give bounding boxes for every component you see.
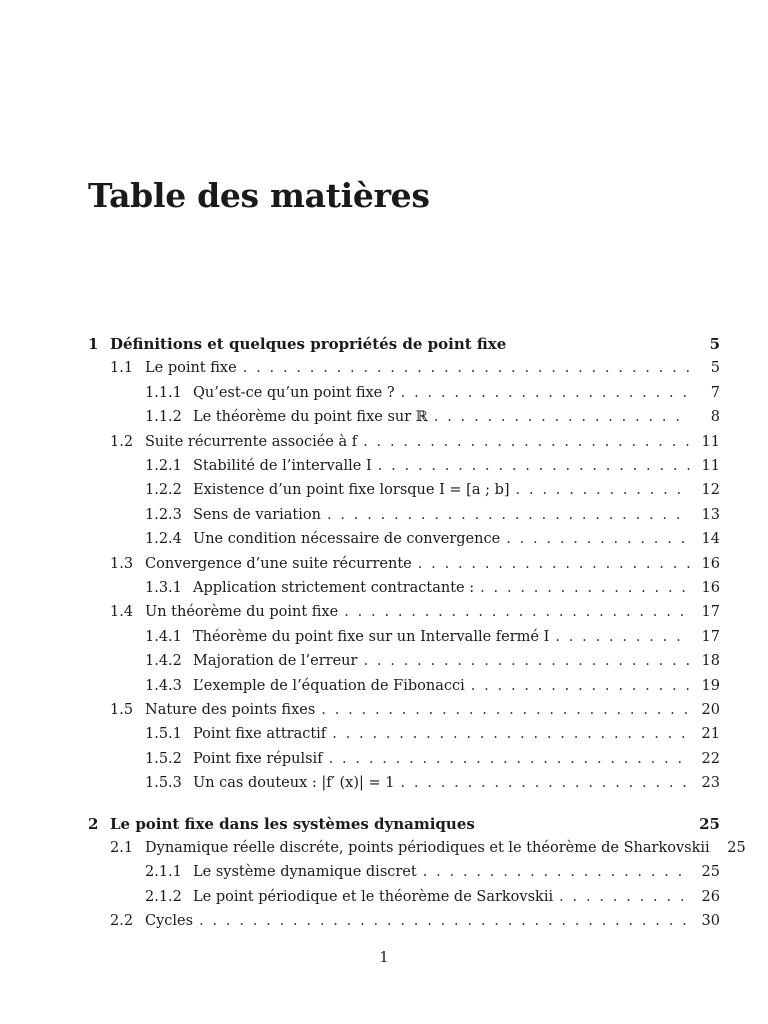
toc-entry-title: Existence d’un point fixe lorsque I = [a ; b] bbox=[193, 482, 510, 499]
toc-entry-title: Point fixe attractif bbox=[193, 726, 327, 743]
toc-entry-page: 13 bbox=[701, 506, 720, 523]
toc-entry-page: 7 bbox=[710, 384, 720, 401]
toc-entry-page: 5 bbox=[710, 360, 720, 377]
toc-entry-number: 1 bbox=[88, 335, 99, 353]
toc-entry-title: Suite récurrente associée à f bbox=[145, 433, 358, 450]
toc-entry-title: Sens de variation bbox=[193, 506, 321, 523]
toc-entry-title: Majoration de l’erreur bbox=[193, 653, 358, 670]
toc-dot-leader bbox=[401, 773, 691, 793]
toc-chapter[interactable] bbox=[88, 334, 720, 354]
toc-entry-number: 1.1 bbox=[110, 360, 134, 377]
toc-dot-leader bbox=[418, 554, 690, 574]
toc-subsection[interactable] bbox=[145, 456, 720, 476]
toc-entry-title: Qu’est-ce qu’un point fixe ? bbox=[193, 384, 395, 401]
toc-entry-page: 25 bbox=[727, 840, 746, 856]
toc-entry-page: 17 bbox=[701, 628, 720, 645]
toc-section[interactable] bbox=[110, 554, 720, 574]
toc-entry-number: 1.5 bbox=[110, 702, 134, 718]
toc-entry-title: Le théorème du point fixe sur ℝ bbox=[193, 409, 428, 426]
toc-entry-page: 12 bbox=[701, 482, 720, 499]
toc-entry-number: 1.2.4 bbox=[145, 531, 182, 548]
toc-entry-title: Théorème du point fixe sur un Intervalle fermé I bbox=[193, 628, 550, 645]
toc-dot-leader bbox=[199, 911, 690, 931]
toc-entry-number: 2.2 bbox=[110, 913, 134, 930]
toc-entry-page: 21 bbox=[701, 726, 720, 743]
toc-entry-page: 25 bbox=[701, 864, 720, 881]
toc-entry-title: Cycles bbox=[145, 913, 194, 930]
toc-entry-page: 17 bbox=[701, 604, 720, 621]
toc-dot-leader bbox=[506, 529, 690, 549]
toc-dot-leader bbox=[559, 887, 690, 907]
toc-entry-page: 22 bbox=[701, 750, 720, 767]
toc-subsection[interactable] bbox=[145, 651, 720, 671]
toc-subsection[interactable] bbox=[145, 578, 720, 598]
toc-entry-number: 1.2.3 bbox=[145, 506, 182, 523]
toc-entry-number: 2.1.1 bbox=[145, 864, 182, 881]
toc-entry-title: Nature des points fixes bbox=[145, 702, 316, 718]
toc-dot-leader bbox=[327, 505, 690, 525]
toc-entry-title: Convergence d’une suite récurrente bbox=[145, 555, 412, 572]
toc-dot-leader bbox=[555, 627, 690, 647]
toc-entry-number: 1.4 bbox=[110, 604, 134, 621]
toc-subsection[interactable] bbox=[145, 627, 720, 647]
toc-entry-title: Un cas douteux : |f′ (x)| = 1 bbox=[193, 775, 395, 792]
toc-subsection[interactable] bbox=[145, 480, 720, 500]
toc-dot-leader bbox=[471, 676, 690, 696]
toc-entry-page: 23 bbox=[701, 775, 720, 792]
toc-dot-leader bbox=[434, 407, 690, 427]
toc-entry-title: Point fixe répulsif bbox=[193, 750, 323, 767]
toc-subsection[interactable] bbox=[145, 887, 720, 907]
toc-section[interactable] bbox=[110, 838, 746, 858]
toc-entry-number: 1.1.2 bbox=[145, 409, 182, 426]
toc-entry-number: 1.5.3 bbox=[145, 775, 182, 792]
toc-dot-leader bbox=[329, 749, 690, 769]
toc-entry-page: 25 bbox=[699, 814, 720, 833]
toc-entry-page: 19 bbox=[701, 677, 720, 694]
footer-page-number: 1 bbox=[379, 950, 389, 966]
toc-dot-leader bbox=[321, 700, 690, 720]
toc-entry-number: 1.2 bbox=[110, 433, 134, 450]
toc-entry-title: Définitions et quelques propriétés de point fixe bbox=[110, 335, 507, 353]
toc-entry-number: 2 bbox=[88, 814, 99, 833]
toc-entry-number: 1.5.2 bbox=[145, 750, 182, 767]
toc-subsection[interactable] bbox=[145, 407, 720, 427]
toc-entry-page: 11 bbox=[701, 433, 720, 450]
toc-entry-number: 1.2.1 bbox=[145, 458, 182, 474]
toc-subsection[interactable] bbox=[145, 749, 720, 769]
toc-entry-page: 26 bbox=[701, 888, 720, 905]
toc-subsection[interactable] bbox=[145, 505, 720, 525]
toc-entry-title: Un théorème du point fixe bbox=[145, 604, 339, 621]
toc-subsection[interactable] bbox=[145, 676, 720, 696]
page-title: Table des matières bbox=[88, 176, 430, 215]
toc-dot-leader bbox=[516, 480, 690, 500]
toc-entry-page: 20 bbox=[701, 702, 720, 718]
toc-entry-title: Dynamique réelle discréte, points périodiques et le théorème de Sharkovskii bbox=[145, 840, 710, 856]
toc-entry-page: 16 bbox=[701, 555, 720, 572]
toc-dot-leader bbox=[363, 432, 690, 452]
toc-subsection[interactable] bbox=[145, 773, 720, 793]
toc-entry-title: L’exemple de l’équation de Fibonacci bbox=[193, 677, 465, 694]
toc-entry-title: Le point fixe dans les systèmes dynamiques bbox=[110, 814, 475, 833]
toc-subsection[interactable] bbox=[145, 862, 720, 882]
toc-dot-leader bbox=[401, 383, 690, 403]
toc-section[interactable] bbox=[110, 911, 720, 931]
toc-entry-number: 1.4.2 bbox=[145, 653, 182, 670]
toc-subsection[interactable] bbox=[145, 529, 720, 549]
toc-section[interactable] bbox=[110, 358, 720, 378]
toc-dot-leader bbox=[423, 862, 690, 882]
toc-dot-leader bbox=[332, 724, 690, 744]
toc-dot-leader bbox=[378, 456, 690, 476]
toc-entry-number: 1.4.3 bbox=[145, 677, 182, 694]
toc-entry-title: Le système dynamique discret bbox=[193, 864, 417, 881]
toc-entry-page: 14 bbox=[701, 531, 720, 548]
toc-dot-leader bbox=[480, 578, 690, 598]
toc-entry-number: 2.1 bbox=[110, 840, 134, 856]
toc-entry-number: 1.2.2 bbox=[145, 482, 182, 499]
toc-entry-page: 5 bbox=[709, 335, 720, 353]
toc-entry-title: Le point fixe bbox=[145, 360, 237, 377]
toc-entry-number: 2.1.2 bbox=[145, 888, 182, 905]
toc-dot-leader bbox=[363, 651, 690, 671]
toc-entry-title: Le point périodique et le théorème de Sarkovskii bbox=[193, 888, 554, 905]
toc-entry-number: 1.4.1 bbox=[145, 628, 182, 645]
toc-entry-number: 1.1.1 bbox=[145, 384, 182, 401]
toc-entry-title: Application strictement contractante : bbox=[193, 580, 475, 596]
toc-entry-title: Stabilité de l’intervalle I bbox=[193, 458, 372, 474]
toc-entry-page: 11 bbox=[701, 458, 720, 474]
toc-entry-number: 1.5.1 bbox=[145, 726, 182, 743]
toc-entry-number: 1.3.1 bbox=[145, 580, 182, 596]
toc-section[interactable] bbox=[110, 602, 720, 622]
toc-entry-page: 8 bbox=[710, 409, 720, 426]
toc-subsection[interactable] bbox=[145, 724, 720, 744]
toc-entry-title: Une condition nécessaire de convergence bbox=[193, 531, 501, 548]
toc-entry-number: 1.3 bbox=[110, 555, 134, 572]
toc-section[interactable] bbox=[110, 432, 720, 452]
toc-entry-page: 30 bbox=[701, 913, 720, 930]
toc-entry-page: 18 bbox=[701, 653, 720, 670]
toc-dot-leader bbox=[344, 602, 690, 622]
toc-chapter[interactable] bbox=[88, 814, 720, 834]
toc-entry-page: 16 bbox=[701, 580, 720, 596]
toc-subsection[interactable] bbox=[145, 383, 720, 403]
toc-section[interactable] bbox=[110, 700, 720, 720]
toc-dot-leader bbox=[243, 358, 690, 378]
